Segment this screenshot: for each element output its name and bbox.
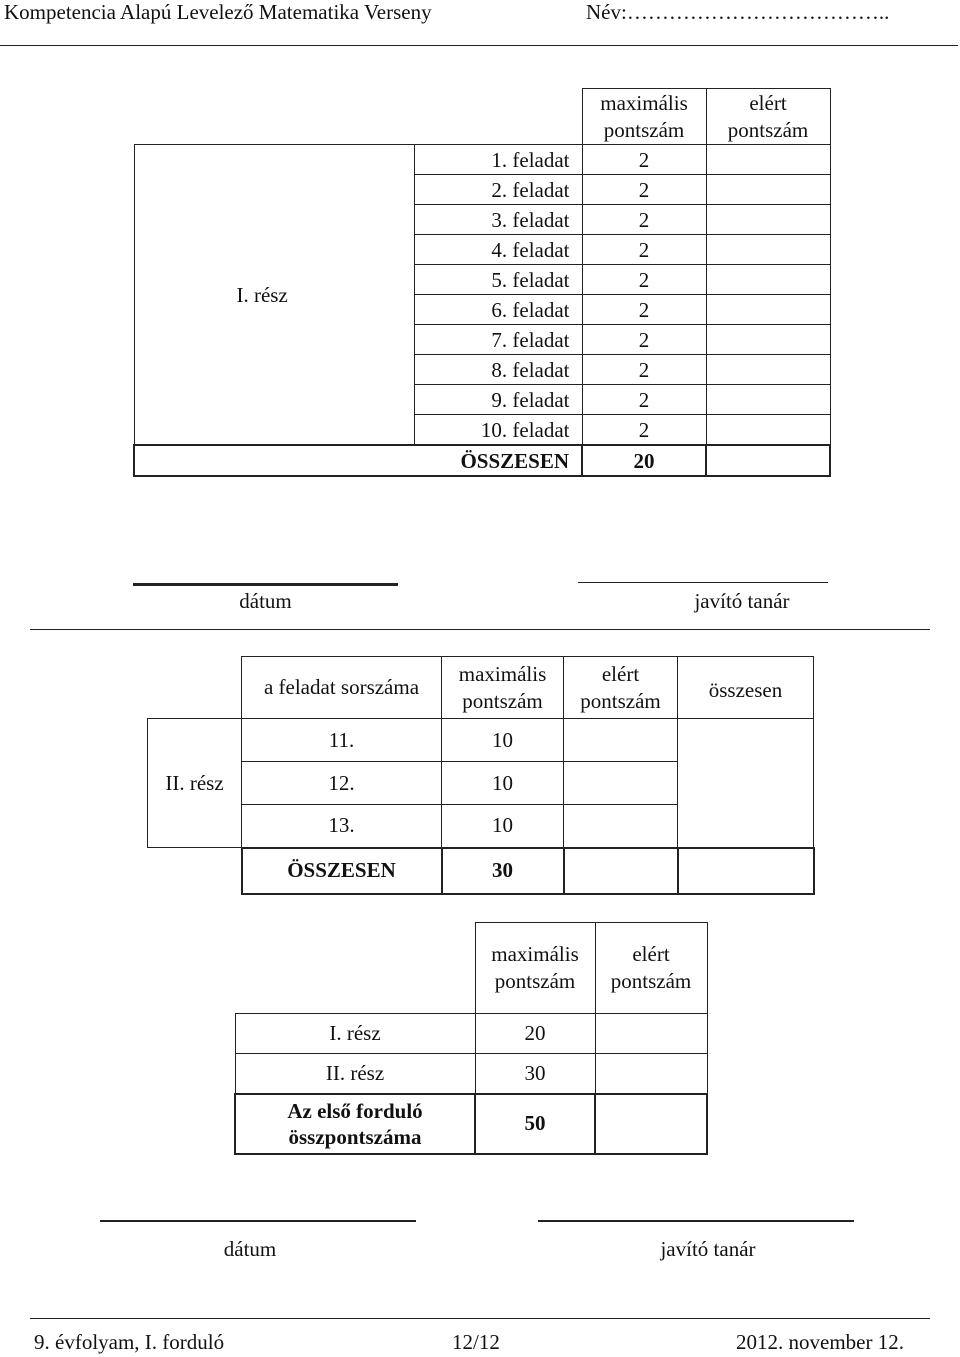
summary-part2-earned[interactable] — [595, 1054, 707, 1094]
part2-total-label: ÖSSZESEN — [242, 848, 442, 894]
part1-earned-4[interactable] — [706, 235, 830, 265]
part1-earned-3[interactable] — [706, 205, 830, 235]
part1-max-10: 2 — [582, 415, 706, 446]
part1-earned-2[interactable] — [706, 175, 830, 205]
part2-task-13: 13. — [242, 805, 442, 848]
part2-total-earned[interactable] — [678, 719, 814, 848]
footer-grade: 9. évfolyam, I. forduló — [34, 1330, 225, 1354]
part1-section-label: I. rész — [134, 145, 414, 446]
part1-col-earned-header: elért pontszám — [706, 89, 830, 145]
sign1-teacher-line — [578, 582, 828, 583]
part1-task-6: 6. feladat — [414, 295, 582, 325]
part1-task-1: 1. feladat — [414, 145, 582, 175]
part2-col-total-header: összesen — [678, 657, 814, 719]
part1-task-3: 3. feladat — [414, 205, 582, 235]
part2-total-earned-cell[interactable] — [564, 848, 678, 894]
part2-grand-total-cell[interactable] — [678, 848, 814, 894]
name-field-label: Név:……………………………….. — [586, 0, 890, 24]
sign2-teacher-line — [538, 1220, 854, 1222]
part1-task-10: 10. feladat — [414, 415, 582, 446]
part1-task-4: 4. feladat — [414, 235, 582, 265]
part2-section-label: II. rész — [148, 719, 242, 848]
part1-max-5: 2 — [582, 265, 706, 295]
part1-task-9: 9. feladat — [414, 385, 582, 415]
part1-max-7: 2 — [582, 325, 706, 355]
part1-max-4: 2 — [582, 235, 706, 265]
part1-earned-10[interactable] — [706, 415, 830, 446]
part2-earned-11[interactable] — [564, 719, 678, 762]
part1-earned-8[interactable] — [706, 355, 830, 385]
part1-col-max-header: maximális pontszám — [582, 89, 706, 145]
summary-part1-earned[interactable] — [595, 1014, 707, 1054]
sign1-teacher-label: javító tanár — [694, 589, 790, 613]
part1-task-8: 8. feladat — [414, 355, 582, 385]
part1-earned-5[interactable] — [706, 265, 830, 295]
part2-col-earned-header: elért pontszám — [564, 657, 678, 719]
sign2-date-line — [100, 1220, 416, 1222]
footer-rule — [30, 1318, 930, 1319]
part2-max-12: 10 — [442, 762, 564, 805]
part1-max-8: 2 — [582, 355, 706, 385]
part2-max-11: 10 — [442, 719, 564, 762]
footer-page-number: 12/12 — [452, 1330, 500, 1354]
part2-earned-12[interactable] — [564, 762, 678, 805]
part1-total-label: ÖSSZESEN — [134, 445, 582, 476]
part1-task-7: 7. feladat — [414, 325, 582, 355]
part1-task-2: 2. feladat — [414, 175, 582, 205]
part1-max-9: 2 — [582, 385, 706, 415]
summary-part2-max: 30 — [475, 1054, 595, 1094]
part2-total-max: 30 — [442, 848, 564, 894]
section-divider — [30, 629, 930, 630]
part1-earned-9[interactable] — [706, 385, 830, 415]
sign2-teacher-label: javító tanár — [660, 1237, 756, 1261]
part2-col-task-header: a feladat sorszáma — [242, 657, 442, 719]
header-title: Kompetencia Alapú Levelező Matematika Verseny — [4, 0, 432, 24]
summary-total-earned[interactable] — [595, 1094, 707, 1154]
part1-earned-6[interactable] — [706, 295, 830, 325]
header-rule — [0, 45, 958, 46]
part1-score-table — [133, 88, 831, 477]
summary-col-earned-header: elért pontszám — [595, 923, 707, 1014]
summary-total-label: Az első forduló összpontszáma — [235, 1094, 475, 1154]
part1-max-1: 2 — [582, 145, 706, 175]
summary-col-max-header: maximális pontszám — [475, 923, 595, 1014]
sign1-date-line — [133, 583, 398, 586]
part2-task-12: 12. — [242, 762, 442, 805]
part1-max-6: 2 — [582, 295, 706, 325]
part1-earned-1[interactable] — [706, 145, 830, 175]
part2-earned-13[interactable] — [564, 805, 678, 848]
part2-task-11: 11. — [242, 719, 442, 762]
part2-max-13: 10 — [442, 805, 564, 848]
sign2-date-label: dátum — [223, 1237, 277, 1261]
summary-part1-label: I. rész — [235, 1014, 475, 1054]
part1-total-earned[interactable] — [706, 445, 830, 476]
part1-total-max: 20 — [582, 445, 706, 476]
sign1-date-label: dátum — [239, 589, 292, 613]
summary-part1-max: 20 — [475, 1014, 595, 1054]
part1-task-5: 5. feladat — [414, 265, 582, 295]
footer-date: 2012. november 12. — [736, 1330, 904, 1354]
summary-total-max: 50 — [475, 1094, 595, 1154]
summary-score-table — [234, 922, 708, 1155]
part1-max-2: 2 — [582, 175, 706, 205]
part2-score-table — [147, 656, 815, 895]
part2-col-max-header: maximális pontszám — [442, 657, 564, 719]
summary-part2-label: II. rész — [235, 1054, 475, 1094]
part1-earned-7[interactable] — [706, 325, 830, 355]
part1-max-3: 2 — [582, 205, 706, 235]
